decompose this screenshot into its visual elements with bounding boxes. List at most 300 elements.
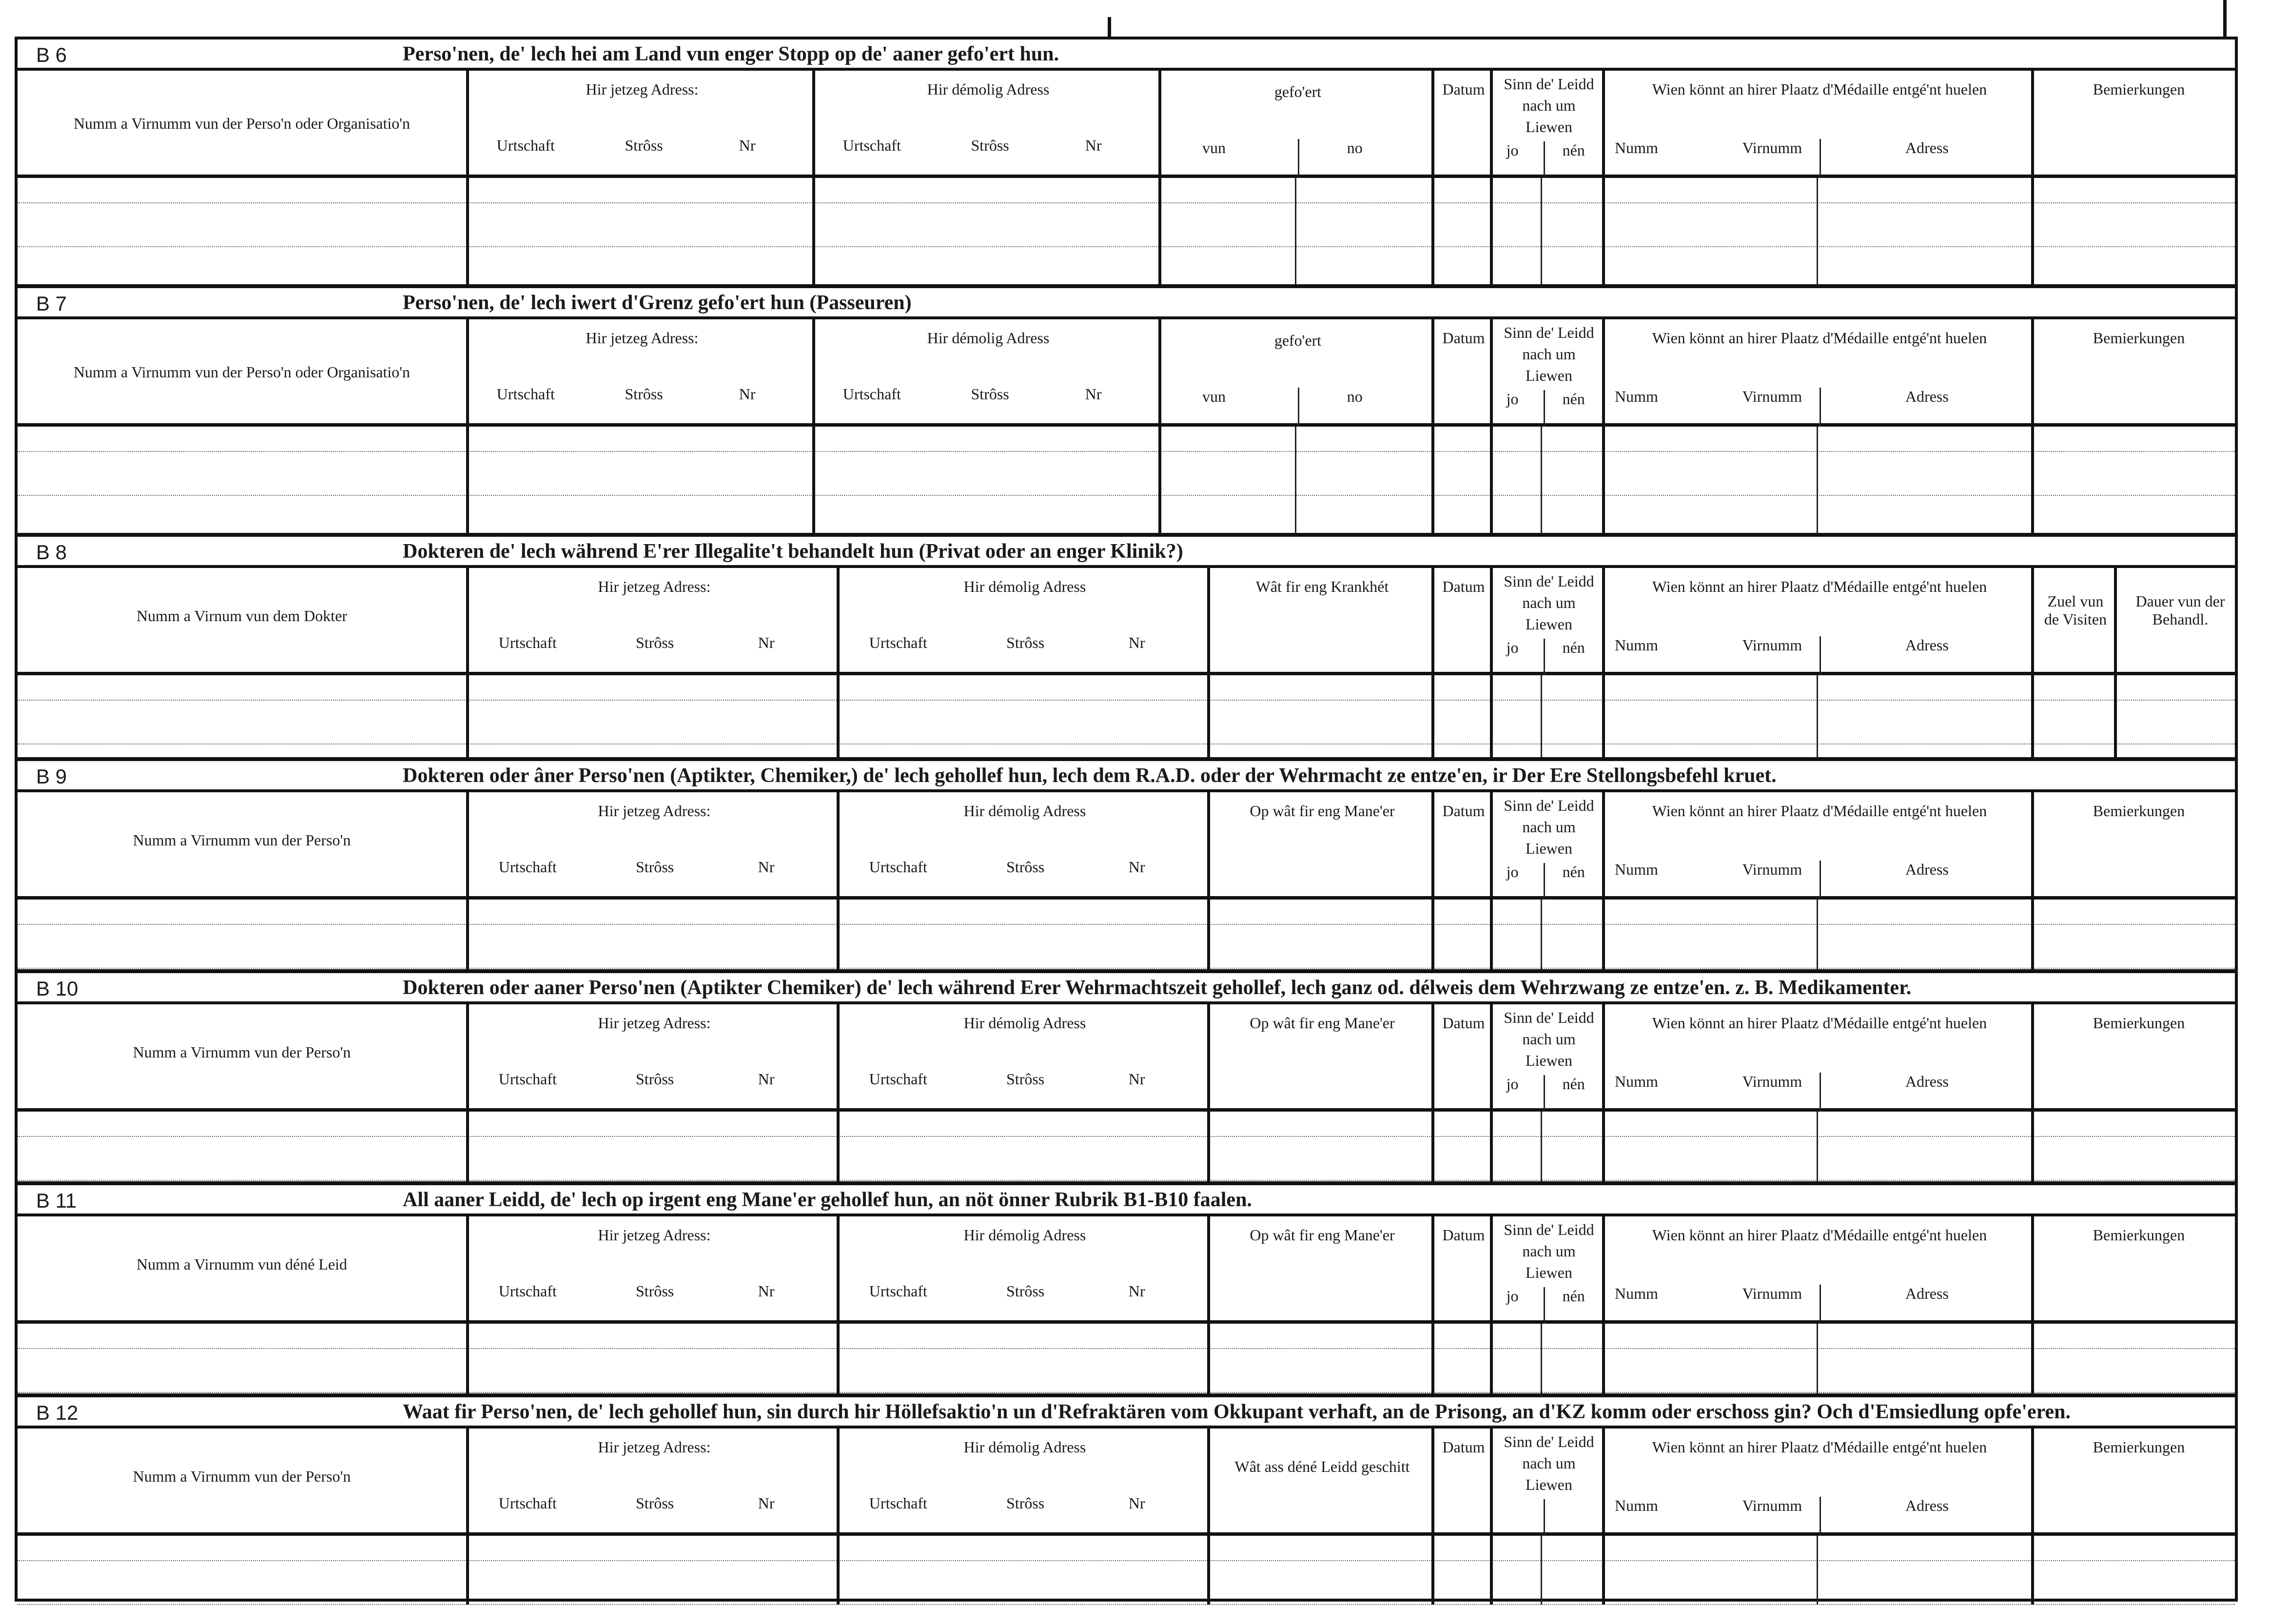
wien-label: Wien könnt an hirer Plaatz d'Médaille entgé'nt huelen: [1652, 80, 1987, 98]
nen-label: nén: [1562, 863, 1585, 880]
header-cell: [1490, 71, 1602, 175]
urtschaft-label: Urtschaft: [842, 137, 901, 154]
column-divider: [1602, 427, 1605, 537]
jo-label: jo: [1506, 1075, 1519, 1093]
column-divider: [466, 1324, 469, 1397]
column-divider: [466, 1112, 469, 1185]
header-cell: [18, 568, 466, 672]
stross-label: Strôss: [1006, 858, 1045, 876]
name-column-label: Numm a Virnumm vun déné Leid: [136, 1255, 348, 1273]
section-title-row: [18, 1185, 2235, 1216]
header-row: [18, 792, 2235, 900]
data-rows[interactable]: [18, 675, 2235, 761]
name-column-label: Numm a Virnumm vun der Perso'n oder Organisatio'n: [73, 363, 411, 381]
former-address-label: Hir démolig Adress: [963, 802, 1086, 820]
entry-line[interactable]: [18, 202, 2235, 203]
section-code: B 9: [36, 765, 67, 788]
header-cell: [837, 792, 1207, 896]
header-cell: [466, 568, 837, 672]
name-column-label: Numm a Virnumm vun der Perso'n oder Organisatio'n: [73, 115, 411, 132]
entry-line[interactable]: [18, 246, 2235, 247]
header-cell: [1207, 792, 1431, 896]
column-divider: [1490, 178, 1493, 288]
stross-label: Strôss: [625, 385, 663, 403]
header-cell: [2114, 568, 2241, 672]
column-divider: [466, 1536, 469, 1604]
adress-label: Adress: [1905, 636, 1949, 654]
nr-label: Nr: [758, 1494, 775, 1512]
stross-label: Strôss: [636, 634, 674, 651]
no-label: no: [1347, 139, 1363, 157]
nen-label: nén: [1562, 639, 1585, 656]
nr-label: Nr: [739, 137, 756, 154]
urtschaft-label: Urtschaft: [869, 1070, 927, 1088]
virnumm-label: Virnumm: [1742, 1285, 1802, 1302]
header-cell: [18, 71, 466, 175]
stross-label: Strôss: [1006, 1070, 1045, 1088]
header-cell: [2031, 792, 2241, 896]
header-cell: [812, 319, 1158, 423]
header-cell: [1207, 1216, 1431, 1320]
subdivider: [1817, 1536, 1818, 1604]
column-divider: [1207, 675, 1210, 761]
current-address-label: Hir jetzeg Adress:: [598, 578, 711, 595]
column-divider: [1207, 1536, 1210, 1604]
stross-label: Strôss: [1006, 1282, 1045, 1300]
stross-label: Strôss: [1006, 1494, 1045, 1512]
stross-label: Strôss: [636, 1070, 674, 1088]
header-cell: [1602, 1216, 2031, 1320]
urtschaft-label: Urtschaft: [498, 1070, 557, 1088]
name-column-label: Numm a Virnumm vun der Perso'n: [133, 831, 351, 849]
section-separator: [18, 1393, 2235, 1397]
form-table: [15, 37, 2238, 1602]
nr-label: Nr: [1085, 137, 1102, 154]
header-cell: [837, 1428, 1207, 1532]
header-cell: [837, 1216, 1207, 1320]
entry-line[interactable]: [18, 968, 2235, 969]
op-wat-label: Op wât fir eng Mane'er: [1250, 1014, 1395, 1032]
datum-label: Datum: [1442, 80, 1485, 98]
subdivider: [1817, 900, 1818, 973]
nen-label: nén: [1562, 1075, 1585, 1093]
header-row: [18, 319, 2235, 427]
stross-label: Strôss: [636, 858, 674, 876]
header-cell: [2031, 568, 2114, 672]
stross-label: Strôss: [971, 137, 1009, 154]
entry-line[interactable]: [18, 495, 2235, 496]
column-divider: [466, 900, 469, 973]
header-cell: [1602, 1428, 2031, 1532]
header-cell: [1490, 319, 1602, 423]
header-cell: [2031, 1004, 2241, 1108]
numm-label: Numm: [1615, 139, 1658, 157]
column-divider: [1602, 1536, 1605, 1604]
header-cell: [1602, 1004, 2031, 1108]
header-row: [18, 568, 2235, 675]
subdivider: [1544, 141, 1545, 178]
numm-label: Numm: [1615, 1497, 1658, 1514]
header-row: [18, 1004, 2235, 1112]
urtschaft-label: Urtschaft: [496, 137, 555, 154]
virnumm-label: Virnumm: [1742, 636, 1802, 654]
wat-ass-label: Wât ass déné Leidd geschitt: [1234, 1458, 1410, 1475]
sinn-label: Sinn de' Leidd nach um Liewen: [1504, 324, 1594, 384]
header-cell: [18, 1216, 466, 1320]
column-divider: [812, 178, 815, 288]
gefoert-label: gefo'ert: [1274, 83, 1322, 100]
sinn-label: Sinn de' Leidd nach um Liewen: [1504, 572, 1594, 633]
current-address-label: Hir jetzeg Adress:: [598, 802, 711, 820]
column-divider: [837, 675, 840, 761]
header-cell: [1490, 568, 1602, 672]
header-cell: [466, 1216, 837, 1320]
section-code: B 11: [36, 1189, 77, 1212]
entry-line[interactable]: [18, 1392, 2235, 1393]
header-cell: [1602, 319, 2031, 423]
urtschaft-label: Urtschaft: [498, 858, 557, 876]
header-row: [18, 1216, 2235, 1324]
section-code: B 12: [36, 1401, 78, 1424]
nen-label: nén: [1562, 1287, 1585, 1305]
subdivider: [1817, 1324, 1818, 1397]
entry-line[interactable]: [18, 1136, 2235, 1137]
column-divider: [1431, 1112, 1434, 1185]
subdivider: [1820, 861, 1821, 900]
data-rows[interactable]: [18, 900, 2235, 973]
numm-label: Numm: [1615, 861, 1658, 878]
subdivider: [1541, 1536, 1542, 1604]
gefoert-label: gefo'ert: [1274, 332, 1322, 349]
subdivider: [1544, 639, 1545, 675]
urtschaft-label: Urtschaft: [869, 858, 927, 876]
header-cell: [1431, 1216, 1490, 1320]
header-cell: [466, 319, 812, 423]
numm-label: Numm: [1615, 636, 1658, 654]
wien-label: Wien könnt an hirer Plaatz d'Médaille entgé'nt huelen: [1652, 329, 1987, 347]
virnumm-label: Virnumm: [1742, 388, 1802, 405]
stross-label: Strôss: [1006, 634, 1045, 651]
header-cell: [466, 792, 837, 896]
numm-label: Numm: [1615, 1285, 1658, 1302]
column-divider: [812, 427, 815, 537]
header-cell: [466, 71, 812, 175]
jo-label: jo: [1506, 863, 1519, 880]
urtschaft-label: Urtschaft: [498, 1282, 557, 1300]
header-cell: [1490, 792, 1602, 896]
header-cell: [466, 1004, 837, 1108]
column-divider: [1431, 1324, 1434, 1397]
section-separator: [18, 284, 2235, 288]
section-b11: [18, 1185, 2235, 1397]
entry-line[interactable]: [18, 700, 2235, 701]
header-row: [18, 71, 2235, 178]
section-title: Dokteren de' lech während E'rer Illegalite't behandelt hun (Privat oder an enger Klinik?): [403, 540, 1183, 563]
dauer-label: Dauer vun der Behandl.: [2135, 592, 2225, 628]
header-cell: [18, 792, 466, 896]
jo-label: jo: [1506, 141, 1519, 159]
column-divider: [1207, 1324, 1210, 1397]
nr-label: Nr: [739, 385, 756, 403]
column-divider: [1602, 178, 1605, 288]
header-cell: [18, 1428, 466, 1532]
nr-label: Nr: [758, 634, 775, 651]
column-divider: [1490, 675, 1493, 761]
header-cell: [2031, 319, 2241, 423]
nr-label: Nr: [1128, 1494, 1145, 1512]
nen-label: nén: [1562, 390, 1585, 408]
subdivider: [1298, 139, 1299, 178]
column-divider: [1602, 900, 1605, 973]
section-title: Perso'nen, de' lech hei am Land vun enger Stopp op de' aaner gefo'ert hun.: [403, 43, 1059, 65]
data-rows[interactable]: [18, 1324, 2235, 1397]
column-divider: [1490, 1536, 1493, 1604]
section-separator: [18, 969, 2235, 973]
entry-line[interactable]: [18, 1560, 2235, 1561]
column-divider: [837, 1324, 840, 1397]
stross-label: Strôss: [971, 385, 1009, 403]
sinn-label: Sinn de' Leidd nach um Liewen: [1504, 1009, 1594, 1069]
column-divider: [2031, 1536, 2034, 1604]
entry-line[interactable]: [18, 1348, 2235, 1349]
section-title-row: [18, 1397, 2235, 1428]
datum-label: Datum: [1442, 802, 1485, 820]
section-separator: [18, 757, 2235, 761]
section-title: All aaner Leidd, de' lech op irgent eng Mane'er gehollef hun, an nöt önner Rubrik B1-B10 faalen.: [403, 1189, 1252, 1211]
header-cell: [1602, 71, 2031, 175]
virnumm-label: Virnumm: [1742, 1497, 1802, 1514]
header-cell: [1490, 1216, 1602, 1320]
nen-label: nén: [1562, 141, 1585, 159]
data-rows[interactable]: [18, 178, 2235, 288]
subdivider: [1544, 1499, 1545, 1536]
header-cell: [1207, 568, 1431, 672]
column-divider: [2031, 675, 2034, 761]
sinn-label: Sinn de' Leidd nach um Liewen: [1504, 75, 1594, 136]
op-wat-label: Op wât fir eng Mane'er: [1250, 1226, 1395, 1244]
section-title-row: [18, 288, 2235, 319]
column-divider: [2031, 178, 2034, 288]
urtschaft-label: Urtschaft: [869, 634, 927, 651]
header-cell: [1602, 792, 2031, 896]
section-b8: [18, 537, 2235, 761]
subdivider: [1817, 178, 1818, 288]
entry-line[interactable]: [18, 1604, 2235, 1605]
subdivider: [1544, 1075, 1545, 1112]
current-address-label: Hir jetzeg Adress:: [598, 1438, 711, 1456]
adress-label: Adress: [1905, 139, 1949, 157]
subdivider: [1820, 139, 1821, 178]
subdivider: [1295, 178, 1296, 288]
subdivider: [1817, 1112, 1818, 1185]
jo-label: jo: [1506, 639, 1519, 656]
entry-line[interactable]: [18, 1180, 2235, 1181]
header-cell: [466, 1428, 837, 1532]
vun-label: vun: [1202, 388, 1226, 405]
column-divider: [1431, 1536, 1434, 1604]
data-rows[interactable]: [18, 1536, 2235, 1604]
current-address-label: Hir jetzeg Adress:: [586, 80, 699, 98]
former-address-label: Hir démolig Adress: [927, 329, 1050, 347]
bemierkungen-label: Bemierkungen: [2093, 802, 2185, 820]
section-separator: [18, 1181, 2235, 1185]
subdivider: [1817, 675, 1818, 761]
section-b10: [18, 973, 2235, 1185]
column-divider: [2031, 1112, 2034, 1185]
column-divider: [1431, 675, 1434, 761]
entry-line[interactable]: [18, 451, 2235, 452]
column-divider: [837, 1112, 840, 1185]
subdivider: [1544, 863, 1545, 900]
column-divider: [1602, 675, 1605, 761]
adress-label: Adress: [1905, 861, 1949, 878]
section-title: Dokteren oder âner Perso'nen (Aptikter, Chemiker,) de' lech gehollef hun, lech dem R.A.D. oder der Wehrmacht ze entze'en, ir Der Ere Stellongsbefehl kruet.: [403, 764, 1777, 787]
bemierkungen-label: Bemierkungen: [2093, 80, 2185, 98]
sinn-label: Sinn de' Leidd nach um Liewen: [1504, 1221, 1594, 1281]
nr-label: Nr: [1085, 385, 1102, 403]
sinn-label: Sinn de' Leidd nach um Liewen: [1504, 797, 1594, 857]
wien-label: Wien könnt an hirer Plaatz d'Médaille entgé'nt huelen: [1652, 1014, 1987, 1032]
no-label: no: [1347, 388, 1363, 405]
sinn-label: Sinn de' Leidd nach um Liewen: [1504, 1433, 1594, 1493]
subdivider: [1298, 388, 1299, 427]
jo-label: jo: [1506, 1287, 1519, 1305]
header-cell: [1602, 568, 2031, 672]
former-address-label: Hir démolig Adress: [963, 578, 1086, 595]
bemierkungen-label: Bemierkungen: [2093, 1226, 2185, 1244]
column-divider: [2031, 427, 2034, 537]
bemierkungen-label: Bemierkungen: [2093, 1014, 2185, 1032]
nr-label: Nr: [1128, 1282, 1145, 1300]
urtschaft-label: Urtschaft: [869, 1494, 927, 1512]
urtschaft-label: Urtschaft: [498, 634, 557, 651]
column-divider: [1490, 1112, 1493, 1185]
datum-label: Datum: [1442, 1438, 1485, 1456]
column-divider: [1490, 427, 1493, 537]
urtschaft-label: Urtschaft: [842, 385, 901, 403]
header-cell: [1431, 792, 1490, 896]
subdivider: [1541, 900, 1542, 973]
header-cell: [1490, 1428, 1602, 1532]
stross-label: Strôss: [636, 1494, 674, 1512]
adress-label: Adress: [1905, 1497, 1949, 1514]
section-code: B 8: [36, 541, 67, 564]
datum-label: Datum: [1442, 578, 1485, 595]
virnumm-label: Virnumm: [1742, 139, 1802, 157]
column-divider: [1207, 1112, 1210, 1185]
subdivider: [1541, 427, 1542, 537]
wien-label: Wien könnt an hirer Plaatz d'Médaille entgé'nt huelen: [1652, 1438, 1987, 1456]
header-cell: [18, 319, 466, 423]
former-address-label: Hir démolig Adress: [963, 1438, 1086, 1456]
column-divider: [2031, 1324, 2034, 1397]
bemierkungen-label: Bemierkungen: [2093, 329, 2185, 347]
header-cell: [837, 1004, 1207, 1108]
data-rows[interactable]: [18, 1112, 2235, 1185]
header-cell: [1158, 71, 1431, 175]
header-cell: [837, 568, 1207, 672]
urtschaft-label: Urtschaft: [498, 1494, 557, 1512]
column-divider: [2031, 900, 2034, 973]
header-cell: [1431, 1004, 1490, 1108]
section-title-row: [18, 973, 2235, 1004]
subdivider: [1541, 1112, 1542, 1185]
header-cell: [1158, 319, 1431, 423]
column-divider: [1602, 1112, 1605, 1185]
header-cell: [1431, 71, 1490, 175]
section-code: B 7: [36, 292, 67, 315]
column-divider: [837, 1536, 840, 1604]
section-title: Waat fir Perso'nen, de' lech gehollef hun, sin durch hir Höllefsaktio'n un d'Refraktären vom Okkupant verhaft, an de Prisong, an d'KZ komm oder erschoss gin? Och d'Emsiedlung opfe'eren.: [403, 1401, 2071, 1423]
former-address-label: Hir démolig Adress: [963, 1226, 1086, 1244]
urtschaft-label: Urtschaft: [496, 385, 555, 403]
datum-label: Datum: [1442, 1014, 1485, 1032]
nr-label: Nr: [1128, 634, 1145, 651]
subdivider: [1541, 675, 1542, 761]
stross-label: Strôss: [636, 1282, 674, 1300]
adress-label: Adress: [1905, 388, 1949, 405]
subdivider: [1544, 1287, 1545, 1324]
column-divider: [1602, 1324, 1605, 1397]
column-divider: [466, 427, 469, 537]
header-cell: [1207, 1428, 1431, 1532]
header-cell: [1431, 568, 1490, 672]
numm-label: Numm: [1615, 388, 1658, 405]
nr-label: Nr: [758, 858, 775, 876]
subdivider: [1820, 1073, 1821, 1112]
vun-label: vun: [1202, 139, 1226, 157]
current-address-label: Hir jetzeg Adress:: [586, 329, 699, 347]
section-title-row: [18, 537, 2235, 568]
header-row: [18, 1428, 2235, 1536]
entry-line[interactable]: [18, 924, 2235, 925]
column-divider: [1158, 178, 1161, 288]
header-cell: [2031, 1428, 2241, 1532]
nr-label: Nr: [1128, 1070, 1145, 1088]
nr-label: Nr: [758, 1070, 775, 1088]
section-title: Perso'nen, de' lech iwert d'Grenz gefo'ert hun (Passeuren): [403, 292, 912, 314]
current-address-label: Hir jetzeg Adress:: [598, 1014, 711, 1032]
zuel-label: Zuel vun de Visiten: [2044, 592, 2107, 628]
bemierkungen-label: Bemierkungen: [2093, 1438, 2185, 1456]
wien-label: Wien könnt an hirer Plaatz d'Médaille entgé'nt huelen: [1652, 802, 1987, 820]
header-cell: [812, 71, 1158, 175]
column-divider: [1431, 178, 1434, 288]
subdivider: [1295, 427, 1296, 537]
former-address-label: Hir démolig Adress: [927, 80, 1050, 98]
data-rows[interactable]: [18, 427, 2235, 537]
name-column-label: Numm a Virnumm vun der Perso'n: [133, 1467, 351, 1485]
column-divider: [1207, 900, 1210, 973]
name-column-label: Numm a Virnumm vun der Perso'n: [133, 1043, 351, 1061]
nr-label: Nr: [1128, 858, 1145, 876]
column-divider: [837, 900, 840, 973]
header-cell: [1431, 1428, 1490, 1532]
header-cell: [1490, 1004, 1602, 1108]
column-divider: [1490, 1324, 1493, 1397]
adress-label: Adress: [1905, 1073, 1949, 1090]
subdivider: [1541, 1324, 1542, 1397]
wien-label: Wien könnt an hirer Plaatz d'Médaille entgé'nt huelen: [1652, 578, 1987, 595]
wien-label: Wien könnt an hirer Plaatz d'Médaille entgé'nt huelen: [1652, 1226, 1987, 1244]
adress-label: Adress: [1905, 1285, 1949, 1302]
subdivider: [1817, 427, 1818, 537]
header-cell: [2031, 1216, 2241, 1320]
op-wat-label: Op wât fir eng Mane'er: [1250, 802, 1395, 820]
section-b12: [18, 1397, 2235, 1604]
datum-label: Datum: [1442, 1226, 1485, 1244]
column-divider: [1431, 900, 1434, 973]
